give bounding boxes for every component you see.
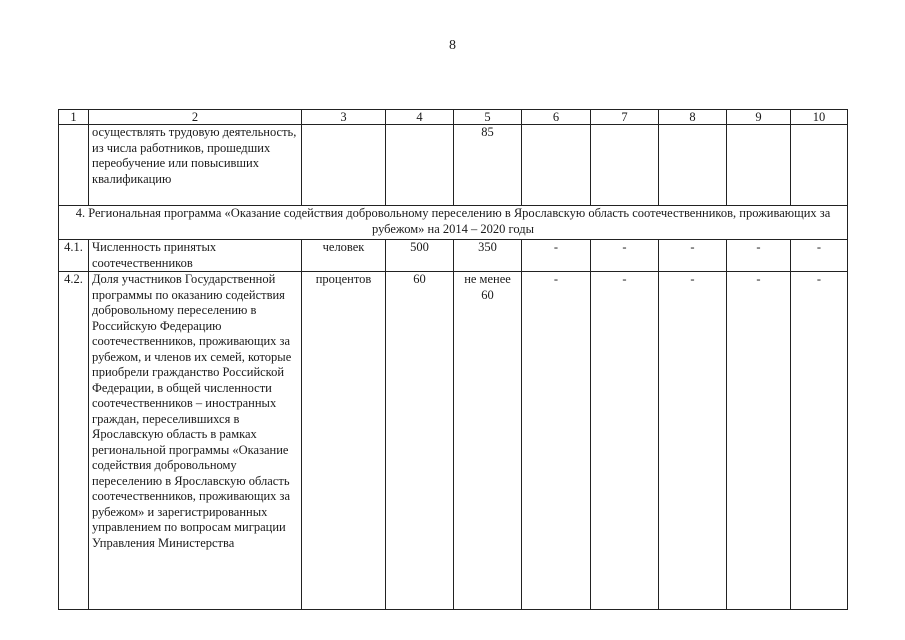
value-cell: 350: [454, 240, 522, 272]
value-cell: 60: [386, 272, 454, 610]
column-header: 7: [591, 110, 659, 125]
value-cell: -: [727, 272, 791, 610]
value-cell: 500: [386, 240, 454, 272]
row-number: 4.1.: [59, 240, 89, 272]
indicator-name-text: Доля участников Государственной программы по оказанию содействия добровольному переселению в Российскую Федерацию соотечественников, проживающих за рубежом, и членов их семей, которые приобрели гражданство Российской Федерации, в общей численности соотечественников – иностранных граждан, переселившихся в Ярославскую область в рамках региональной программы «Оказание содействия добровольному переселению в Ярославскую область соотечественников, проживающих за рубежом» и зарегистрированных управлением по вопросам миграции Управления Министерства: [92, 272, 292, 550]
value-cell: -: [659, 272, 727, 610]
value-cell: -: [791, 272, 848, 610]
column-header: 4: [386, 110, 454, 125]
value-cell: 85: [454, 125, 522, 206]
value-cell: [791, 125, 848, 206]
section-title: 4. Региональная программа «Оказание содействия добровольному переселению в Ярославскую область соотечественников, проживающих за рубежом» на 2014 – 2020 годы: [59, 206, 848, 240]
value-cell: [522, 125, 591, 206]
value-cell: -: [659, 240, 727, 272]
indicators-table: [58, 109, 848, 610]
column-header: 6: [522, 110, 591, 125]
value-cell: -: [522, 240, 591, 272]
column-header: 3: [302, 110, 386, 125]
row-number: [59, 125, 89, 206]
column-header: 5: [454, 110, 522, 125]
value-cell: не менее 60: [454, 272, 522, 610]
table-row: [59, 240, 848, 272]
row-number: 4.2.: [59, 272, 89, 610]
page-number: 8: [449, 38, 456, 53]
value-cell: [386, 125, 454, 206]
column-header: 1: [59, 110, 89, 125]
unit-cell: [302, 125, 386, 206]
value-cell: -: [591, 272, 659, 610]
section-row: [59, 206, 848, 240]
value-cell: -: [791, 240, 848, 272]
value-cell: [727, 125, 791, 206]
table-row: [59, 125, 848, 206]
column-header: 10: [791, 110, 848, 125]
column-header: 9: [727, 110, 791, 125]
value-cell: [659, 125, 727, 206]
column-header: 8: [659, 110, 727, 125]
table-header-row: [59, 110, 848, 125]
column-header: 2: [89, 110, 302, 125]
indicator-name: [89, 272, 302, 610]
unit-cell: процентов: [302, 272, 386, 610]
table-row: [59, 272, 848, 610]
indicator-name: осуществлять трудовую деятельность, из числа работников, прошедших переобучение или повысивших квалификацию: [89, 125, 302, 206]
value-cell: -: [522, 272, 591, 610]
value-cell: [591, 125, 659, 206]
value-cell: -: [591, 240, 659, 272]
indicator-name: Численность принятых соотечественников: [89, 240, 302, 272]
value-cell: -: [727, 240, 791, 272]
unit-cell: человек: [302, 240, 386, 272]
